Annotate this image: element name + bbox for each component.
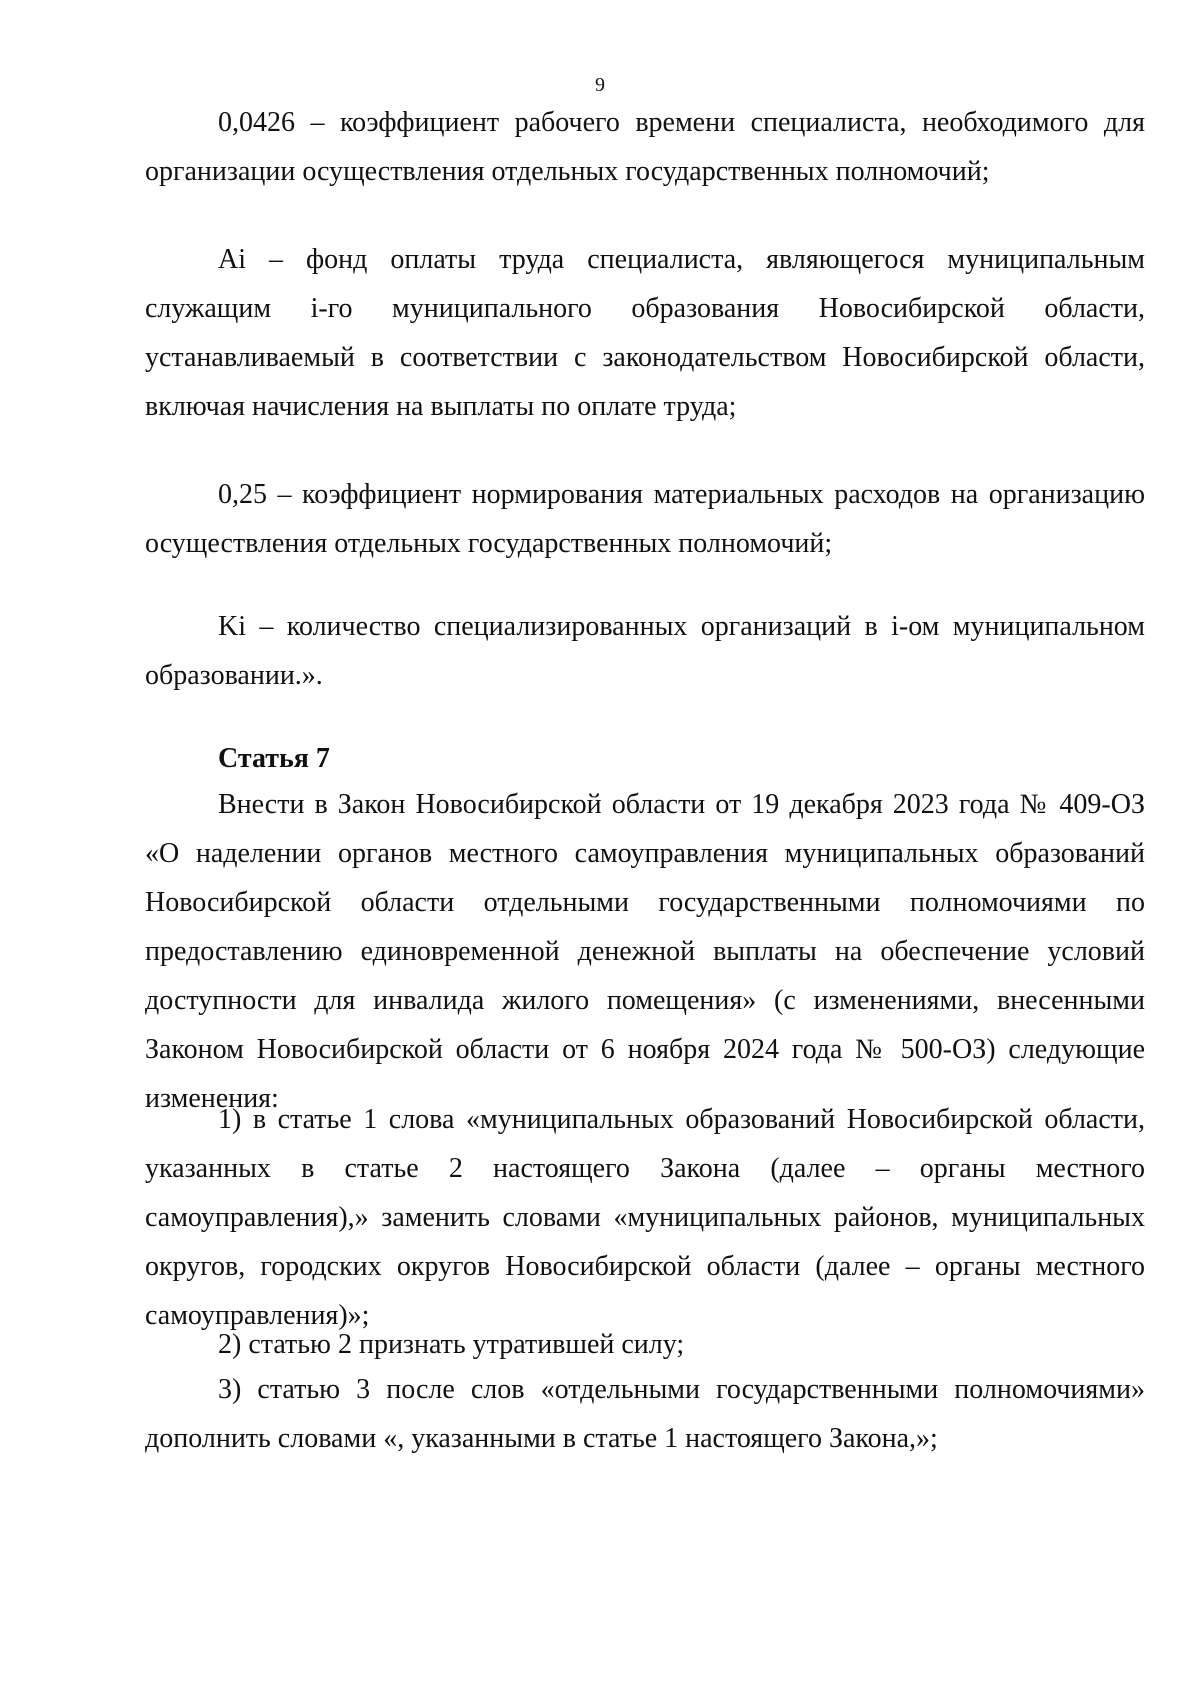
article-heading: Статья 7: [218, 743, 330, 774]
page-number: 9: [595, 74, 605, 96]
paragraph-amendment-2: 2) статью 2 признать утратившей силу;: [218, 1329, 685, 1360]
paragraph-amendment-1: 1) в статье 1 слова «муниципальных образований Новосибирской области, указанных в статье 2 настоящего Закона (далее – органы местного самоуправления),» заменить словами «муниципальных районов, муниципальных округов, городских округов Новосибирской области (далее – органы местного самоуправления)»;: [145, 1104, 1145, 1331]
paragraph-organizations-count: Ki – количество специализированных организаций в i-ом муниципальном образовании.».: [145, 611, 1145, 691]
paragraph-article-7-intro: Внести в Закон Новосибирской области от 19 декабря 2023 года № 409-ОЗ «О наделении органов местного самоуправления муниципальных образований Новосибирской области отдельными государственными полномочиями по предоставлению единовременной денежной выплаты на обеспечение условий доступности для инвалида жилого помещения» (с изменениями, внесенными Законом Новосибирской области от 6 ноября 2024 года № 500-ОЗ) следующие изменения:: [145, 789, 1145, 1114]
paragraph-payroll-fund: Ai – фонд оплаты труда специалиста, являющегося муниципальным служащим i-го муниципального образования Новосибирской области, устанавливаемый в соответствии с законодательством Новосибирской области, включая начисления на выплаты по оплате труда;: [145, 244, 1145, 422]
paragraph-coefficient-work-time: 0,0426 – коэффициент рабочего времени специалиста, необходимого для организации осуществления отдельных государственных полномочий;: [145, 107, 1145, 187]
paragraph-amendment-3: 3) статью 3 после слов «отдельными государственными полномочиями» дополнить словами «, указанными в статье 1 настоящего Закона,»;: [145, 1374, 1145, 1454]
paragraph-material-coefficient: 0,25 – коэффициент нормирования материальных расходов на организацию осуществления отдельных государственных полномочий;: [145, 479, 1145, 559]
